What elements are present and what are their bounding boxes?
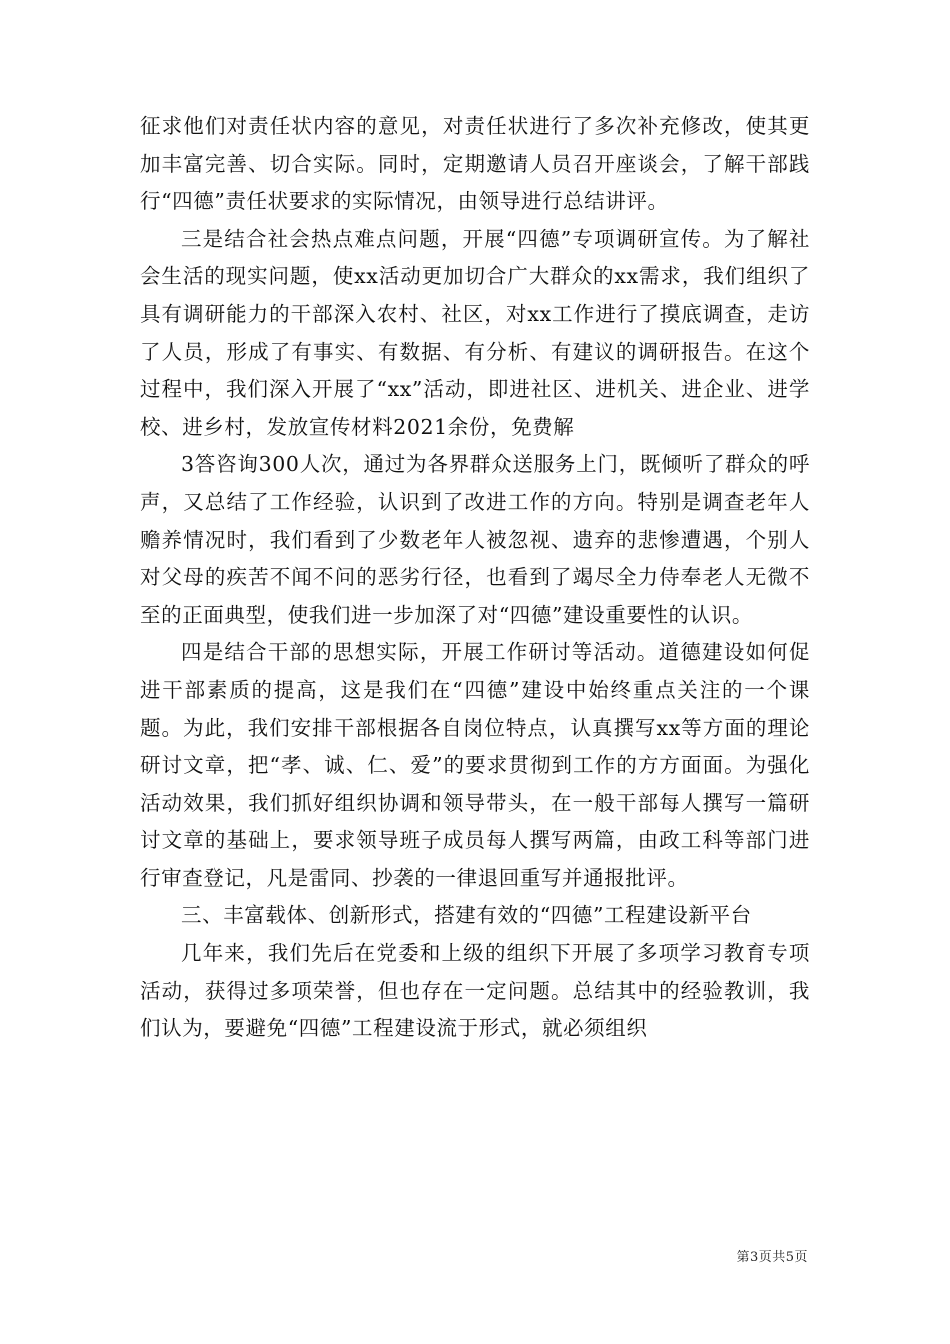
- paragraph-consultation: 3答咨询300人次，通过为各界群众送服务上门，既倾听了群众的呼声，又总结了工作经验，认识到了改进工作的方向。特别是调查老年人赡养情况时，我们看到了少数老年人被忽视、遗弃的悲惨遭遇，个别人对父母的疾苦不闻不问的恶劣行径，也看到了竭尽全力侍奉老人无微不至的正面典型，使我们进一步加深了对“四德”建设重要性的认识。: [140, 452, 810, 627]
- document-body: [140, 108, 810, 1048]
- paragraph-continuation: 征求他们对责任状内容的意见，对责任状进行了多次补充修改，使其更加丰富完善、切合实际。同时，定期邀请人员召开座谈会，了解干部践行“四德”责任状要求的实际情况，由领导进行总结讲评。: [140, 114, 810, 214]
- page-number: 第3页共5页: [736, 1250, 808, 1265]
- paragraph-seminar: 四是结合干部的思想实际，开展工作研讨等活动。道德建设如何促进干部素质的提高，这是我们在“四德”建设中始终重点关注的一个课题。为此，我们安排干部根据各自岗位特点，认真撰写xx等方面的理论研讨文章，把“孝、诚、仁、爱”的要求贯彻到工作的方方面面。为强化活动效果，我们抓好组织协调和领导带头，在一般干部每人撰写一篇研讨文章的基础上，要求领导班子成员每人撰写两篇，由政工科等部门进行审查登记，凡是雷同、抄袭的一律退回重写并通报批评。: [140, 640, 810, 890]
- paragraph-research-publicity: 三是结合社会热点难点问题，开展“四德”专项调研宣传。为了解社会生活的现实问题，使xx活动更加切合广大群众的xx需求，我们组织了具有调研能力的干部深入农村、社区，对xx工作进行了摸底调查，走访了人员，形成了有事实、有数据、有分析、有建议的调研报告。在这个过程中，我们深入开展了“xx”活动，即进社区、进机关、进企业、进学校、进乡村，发放宣传材料2021余份，免费解: [140, 226, 810, 439]
- section-heading: 三、丰富载体、创新形式，搭建有效的“四德”工程建设新平台: [181, 903, 752, 928]
- paragraph-platform: 几年来，我们先后在党委和上级的组织下开展了多项学习教育专项活动，获得过多项荣誉，但也存在一定问题。总结其中的经验教训，我们认为，要避免“四德”工程建设流于形式，就必须组织: [140, 941, 810, 1041]
